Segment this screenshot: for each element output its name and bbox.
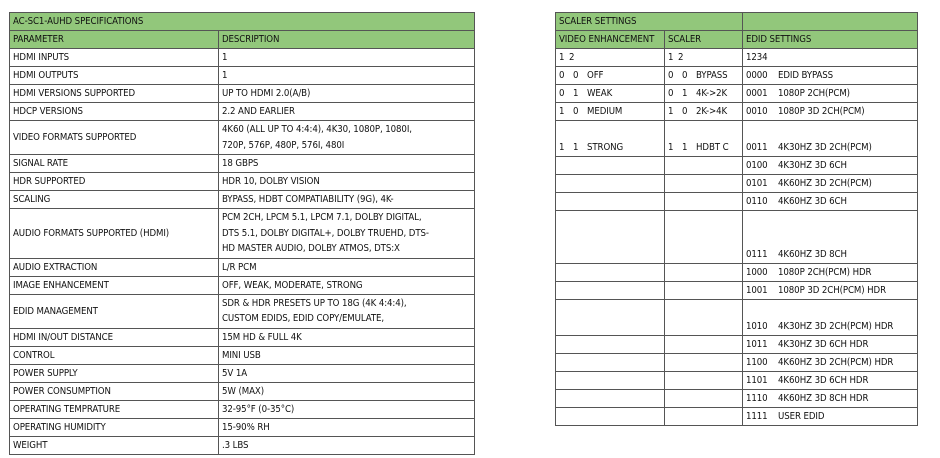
empty-cell bbox=[665, 157, 743, 175]
edid-option bbox=[743, 193, 918, 211]
scaler-option bbox=[665, 67, 743, 85]
edid-switch-code: 1000 bbox=[746, 267, 768, 278]
scaler-bit2-label: 2 bbox=[678, 52, 684, 63]
scaler-bits-header bbox=[665, 49, 743, 67]
settings-row bbox=[556, 103, 918, 121]
scaler-bit2: 0 bbox=[682, 70, 688, 81]
empty-cell bbox=[556, 408, 665, 426]
edid-switch-code: 0111 bbox=[746, 249, 768, 260]
empty-cell bbox=[665, 175, 743, 193]
edid-option-label: 4K60HZ 3D 6CH bbox=[778, 196, 847, 207]
edid-bits-header: 1234 bbox=[743, 49, 918, 67]
empty-cell bbox=[556, 354, 665, 372]
video-bit2: 0 bbox=[573, 70, 579, 81]
edid-option-label: 4K60HZ 3D 2CH(PCM) bbox=[778, 178, 872, 189]
scaler-header: SCALER bbox=[665, 31, 743, 49]
edid-option-label: 4K30HZ 3D 6CH HDR bbox=[778, 339, 869, 350]
spec-row bbox=[10, 191, 475, 209]
spec-description-line: 1 bbox=[222, 70, 228, 81]
scaler-option bbox=[665, 85, 743, 103]
spec-description-line: 4K60 (ALL UP TO 4:4:4), 4K30, 1080P, 1080I, bbox=[222, 124, 412, 135]
edid-option bbox=[743, 372, 918, 390]
scaler-option bbox=[665, 121, 743, 157]
edid-option bbox=[743, 121, 918, 157]
description-header: DESCRIPTION bbox=[219, 31, 475, 49]
video-bit2-label: 2 bbox=[569, 52, 575, 63]
empty-cell bbox=[665, 193, 743, 211]
empty-cell bbox=[665, 300, 743, 336]
spec-row bbox=[10, 364, 475, 382]
spec-row bbox=[10, 67, 475, 85]
empty-cell bbox=[556, 390, 665, 408]
settings-row bbox=[556, 211, 918, 264]
spec-description-line: 5V 1A bbox=[222, 367, 248, 379]
scaler-switch-code bbox=[668, 86, 696, 101]
spec-parameter: VIDEO FORMATS SUPPORTED bbox=[10, 121, 219, 155]
video-bit2: 1 bbox=[573, 142, 579, 153]
spec-description bbox=[219, 400, 475, 418]
edid-option-label: 4K60HZ 3D 6CH HDR bbox=[778, 375, 869, 386]
spec-description bbox=[219, 382, 475, 400]
scaler-switch-code bbox=[668, 140, 696, 155]
spec-description-line: L/R PCM bbox=[222, 261, 257, 273]
scaler-switch-code bbox=[668, 104, 696, 119]
spec-description-line: SDR & HDR PRESETS UP TO 18G (4K 4:4:4), bbox=[222, 297, 407, 309]
video-bit1-label: 1 bbox=[559, 52, 565, 63]
scaler-bit2: 1 bbox=[682, 142, 688, 153]
edid-switch-code: 1101 bbox=[746, 375, 768, 386]
spec-row bbox=[10, 209, 475, 259]
edid-switch-code: 1110 bbox=[746, 393, 768, 404]
video-bit2: 0 bbox=[573, 106, 579, 117]
dip-switch-header-row bbox=[556, 49, 918, 67]
video-bit1: 0 bbox=[559, 88, 565, 99]
settings-row bbox=[556, 354, 918, 372]
empty-cell bbox=[556, 336, 665, 354]
edid-option-label: 1080P 3D 2CH(PCM) HDR bbox=[778, 285, 887, 296]
spec-description bbox=[219, 364, 475, 382]
spec-parameter: IMAGE ENHANCEMENT bbox=[10, 276, 219, 294]
scaler-settings-table bbox=[555, 12, 918, 426]
spec-parameter: EDID MANAGEMENT bbox=[10, 294, 219, 328]
spec-parameter: OPERATING HUMIDITY bbox=[10, 418, 219, 436]
video-option bbox=[556, 67, 665, 85]
empty-cell bbox=[665, 211, 743, 264]
spec-description-line: 32-95°F (0-35°C) bbox=[222, 403, 295, 415]
spec-description bbox=[219, 49, 475, 67]
video-bit1: 1 bbox=[559, 142, 565, 153]
spec-row bbox=[10, 328, 475, 346]
settings-row bbox=[556, 336, 918, 354]
settings-row bbox=[556, 408, 918, 426]
spec-row bbox=[10, 121, 475, 155]
empty-cell bbox=[556, 372, 665, 390]
edid-switch-code: 1010 bbox=[746, 321, 768, 332]
video-option-label: MEDIUM bbox=[587, 106, 623, 117]
spec-parameter: HDMI OUTPUTS bbox=[10, 67, 219, 85]
settings-row bbox=[556, 193, 918, 211]
video-switch-code bbox=[559, 140, 587, 155]
edid-option bbox=[743, 300, 918, 336]
spec-description bbox=[219, 121, 475, 155]
spec-description-line: .3 LBS bbox=[222, 439, 249, 451]
edid-option bbox=[743, 282, 918, 300]
spec-row bbox=[10, 103, 475, 121]
video-option-label: OFF bbox=[587, 70, 604, 81]
empty-cell bbox=[665, 372, 743, 390]
spec-description bbox=[219, 294, 475, 328]
spec-description bbox=[219, 276, 475, 294]
video-switch-code bbox=[559, 68, 587, 83]
video-option bbox=[556, 103, 665, 121]
edid-option bbox=[743, 408, 918, 426]
spec-description bbox=[219, 67, 475, 85]
edid-switch-code: 1001 bbox=[746, 285, 768, 296]
spec-row bbox=[10, 346, 475, 364]
spec-description-line: 18 GBPS bbox=[222, 158, 259, 169]
spec-title: AC-SC1-AUHD SPECIFICATIONS bbox=[10, 13, 475, 31]
spec-parameter: OPERATING TEMPRATURE bbox=[10, 400, 219, 418]
edid-switch-code: 0110 bbox=[746, 196, 768, 207]
spec-parameter: HDMI INPUTS bbox=[10, 49, 219, 67]
scaler-switch-code bbox=[668, 68, 696, 83]
spec-row bbox=[10, 173, 475, 191]
edid-switch-code: 1111 bbox=[746, 411, 768, 422]
edid-option-label: 4K30HZ 3D 2CH(PCM) HDR bbox=[778, 321, 894, 332]
empty-cell bbox=[556, 193, 665, 211]
settings-row bbox=[556, 85, 918, 103]
edid-switch-code: 1100 bbox=[746, 357, 768, 368]
scaler-bit1-label: 1 bbox=[668, 52, 674, 63]
spec-description-line: PCM 2CH, LPCM 5.1, LPCM 7.1, DOLBY DIGITAL, bbox=[222, 212, 422, 223]
spec-parameter: POWER SUPPLY bbox=[10, 364, 219, 382]
spec-description-line: 15-90% RH bbox=[222, 421, 270, 433]
spec-parameter: SCALING bbox=[10, 191, 219, 209]
spec-parameter: AUDIO EXTRACTION bbox=[10, 258, 219, 276]
edid-switch-code: 1011 bbox=[746, 339, 768, 350]
settings-title: SCALER SETTINGS bbox=[556, 13, 743, 31]
scaler-bit2: 1 bbox=[682, 88, 688, 99]
settings-row bbox=[556, 300, 918, 336]
spec-description bbox=[219, 155, 475, 173]
edid-option bbox=[743, 264, 918, 282]
edid-option-label: EDID BYPASS bbox=[778, 70, 834, 81]
video-option-label: WEAK bbox=[587, 88, 613, 99]
spec-description-line: 720P, 576P, 480P, 576I, 480I bbox=[222, 139, 345, 151]
scaler-bit2: 0 bbox=[682, 106, 688, 117]
empty-cell bbox=[665, 390, 743, 408]
scaler-bit1: 1 bbox=[668, 106, 674, 117]
edid-option bbox=[743, 354, 918, 372]
spec-description bbox=[219, 328, 475, 346]
video-bits-header bbox=[556, 49, 665, 67]
spec-parameter: HDR SUPPORTED bbox=[10, 173, 219, 191]
scaler-option-label: 2K->4K bbox=[696, 106, 728, 117]
empty-cell bbox=[665, 408, 743, 426]
parameter-header: PARAMETER bbox=[10, 31, 219, 49]
spec-parameter: SIGNAL RATE bbox=[10, 155, 219, 173]
spec-row bbox=[10, 276, 475, 294]
spec-title-row bbox=[10, 13, 475, 31]
spec-description bbox=[219, 191, 475, 209]
edid-switch-code: 0000 bbox=[746, 70, 768, 81]
spec-description bbox=[219, 209, 475, 259]
spec-row bbox=[10, 49, 475, 67]
edid-option bbox=[743, 103, 918, 121]
scaler-option-label: 4K->2K bbox=[696, 88, 728, 99]
empty-cell bbox=[556, 264, 665, 282]
video-bit2: 1 bbox=[573, 88, 579, 99]
edid-option bbox=[743, 211, 918, 264]
edid-option bbox=[743, 336, 918, 354]
empty-cell bbox=[665, 282, 743, 300]
spec-parameter: AUDIO FORMATS SUPPORTED (HDMI) bbox=[10, 209, 219, 259]
empty-cell bbox=[665, 354, 743, 372]
spec-row bbox=[10, 85, 475, 103]
empty-cell bbox=[556, 300, 665, 336]
scaler-option bbox=[665, 103, 743, 121]
edid-option-label: 4K60HZ 3D 2CH(PCM) HDR bbox=[778, 357, 894, 368]
spec-description-line: HD MASTER AUDIO, DOLBY ATMOS, DTS:X bbox=[222, 243, 400, 254]
spec-description-line: 15M HD & FULL 4K bbox=[222, 331, 302, 343]
edid-settings-header: EDID SETTINGS bbox=[743, 31, 918, 49]
scaler-bit1: 0 bbox=[668, 70, 674, 81]
video-enhancement-header: VIDEO ENHANCEMENT bbox=[556, 31, 665, 49]
edid-switch-code: 0001 bbox=[746, 88, 768, 99]
spec-row bbox=[10, 294, 475, 328]
spec-description bbox=[219, 258, 475, 276]
spec-description-line: MINI USB bbox=[222, 349, 261, 361]
settings-header-row bbox=[556, 31, 918, 49]
spec-description-line: UP TO HDMI 2.0(A/B) bbox=[222, 88, 311, 99]
edid-option bbox=[743, 390, 918, 408]
edid-option-label: 4K30HZ 3D 6CH bbox=[778, 160, 847, 171]
spec-description bbox=[219, 173, 475, 191]
spec-description-line: 5W (MAX) bbox=[222, 385, 264, 397]
specifications-table bbox=[9, 12, 475, 455]
edid-option-label: 1080P 3D 2CH(PCM) bbox=[778, 106, 865, 117]
empty-cell bbox=[665, 264, 743, 282]
settings-row bbox=[556, 157, 918, 175]
spec-description bbox=[219, 103, 475, 121]
video-bit1: 0 bbox=[559, 70, 565, 81]
edid-switch-code: 0101 bbox=[746, 178, 768, 189]
spec-description bbox=[219, 346, 475, 364]
video-switch-code bbox=[559, 86, 587, 101]
spec-row bbox=[10, 400, 475, 418]
settings-row bbox=[556, 282, 918, 300]
spec-description-line: OFF, WEAK, MODERATE, STRONG bbox=[222, 279, 363, 291]
video-option bbox=[556, 121, 665, 157]
settings-row bbox=[556, 372, 918, 390]
empty-cell bbox=[556, 175, 665, 193]
settings-title-blank bbox=[743, 13, 918, 31]
edid-option-label: 1080P 2CH(PCM) HDR bbox=[778, 267, 872, 278]
edid-switch-code: 0010 bbox=[746, 106, 768, 117]
spec-row bbox=[10, 258, 475, 276]
settings-title-row bbox=[556, 13, 918, 31]
spec-description-line: CUSTOM EDIDS, EDID COPY/EMULATE, bbox=[222, 313, 385, 324]
empty-cell bbox=[556, 211, 665, 264]
spec-parameter: WEIGHT bbox=[10, 436, 219, 454]
spec-description bbox=[219, 436, 475, 454]
spec-row bbox=[10, 155, 475, 173]
spec-description-line: DTS 5.1, DOLBY DIGITAL+, DOLBY TRUEHD, DTS- bbox=[222, 227, 429, 239]
empty-cell bbox=[556, 157, 665, 175]
edid-switch-code: 0100 bbox=[746, 160, 768, 171]
settings-row bbox=[556, 175, 918, 193]
scaler-bit1: 0 bbox=[668, 88, 674, 99]
scaler-bit1: 1 bbox=[668, 142, 674, 153]
edid-switch-code: 0011 bbox=[746, 142, 768, 153]
video-bit1: 1 bbox=[559, 106, 565, 117]
scaler-option-label: BYPASS bbox=[696, 70, 728, 81]
spec-description-line: 1 bbox=[222, 52, 228, 63]
edid-option bbox=[743, 85, 918, 103]
spec-row bbox=[10, 382, 475, 400]
edid-option-label: 1080P 2CH(PCM) bbox=[778, 88, 850, 99]
settings-row bbox=[556, 264, 918, 282]
edid-option-label: USER EDID bbox=[778, 411, 825, 422]
scaler-option-label: HDBT C bbox=[696, 142, 729, 153]
spec-description bbox=[219, 418, 475, 436]
video-switch-code bbox=[559, 104, 587, 119]
empty-cell bbox=[665, 336, 743, 354]
video-option bbox=[556, 85, 665, 103]
spec-description-line: BYPASS, HDBT COMPATIABILITY (9G), 4K- bbox=[222, 194, 394, 205]
edid-option-label: 4K60HZ 3D 8CH bbox=[778, 249, 847, 260]
edid-option-label: 4K30HZ 3D 2CH(PCM) bbox=[778, 142, 872, 153]
edid-option bbox=[743, 67, 918, 85]
spec-parameter: POWER CONSUMPTION bbox=[10, 382, 219, 400]
spec-row bbox=[10, 436, 475, 454]
edid-option bbox=[743, 175, 918, 193]
video-option-label: STRONG bbox=[587, 142, 624, 153]
empty-cell bbox=[556, 282, 665, 300]
spec-parameter: HDMI IN/OUT DISTANCE bbox=[10, 328, 219, 346]
spec-description bbox=[219, 85, 475, 103]
spec-row bbox=[10, 418, 475, 436]
spec-description-line: 2.2 AND EARLIER bbox=[222, 106, 295, 117]
spec-description-line: HDR 10, DOLBY VISION bbox=[222, 176, 320, 187]
settings-row bbox=[556, 390, 918, 408]
settings-row bbox=[556, 121, 918, 157]
spec-parameter: CONTROL bbox=[10, 346, 219, 364]
edid-option bbox=[743, 157, 918, 175]
spec-parameter: HDMI VERSIONS SUPPORTED bbox=[10, 85, 219, 103]
settings-row bbox=[556, 67, 918, 85]
spec-header-row bbox=[10, 31, 475, 49]
edid-option-label: 4K60HZ 3D 8CH HDR bbox=[778, 393, 869, 404]
spec-parameter: HDCP VERSIONS bbox=[10, 103, 219, 121]
